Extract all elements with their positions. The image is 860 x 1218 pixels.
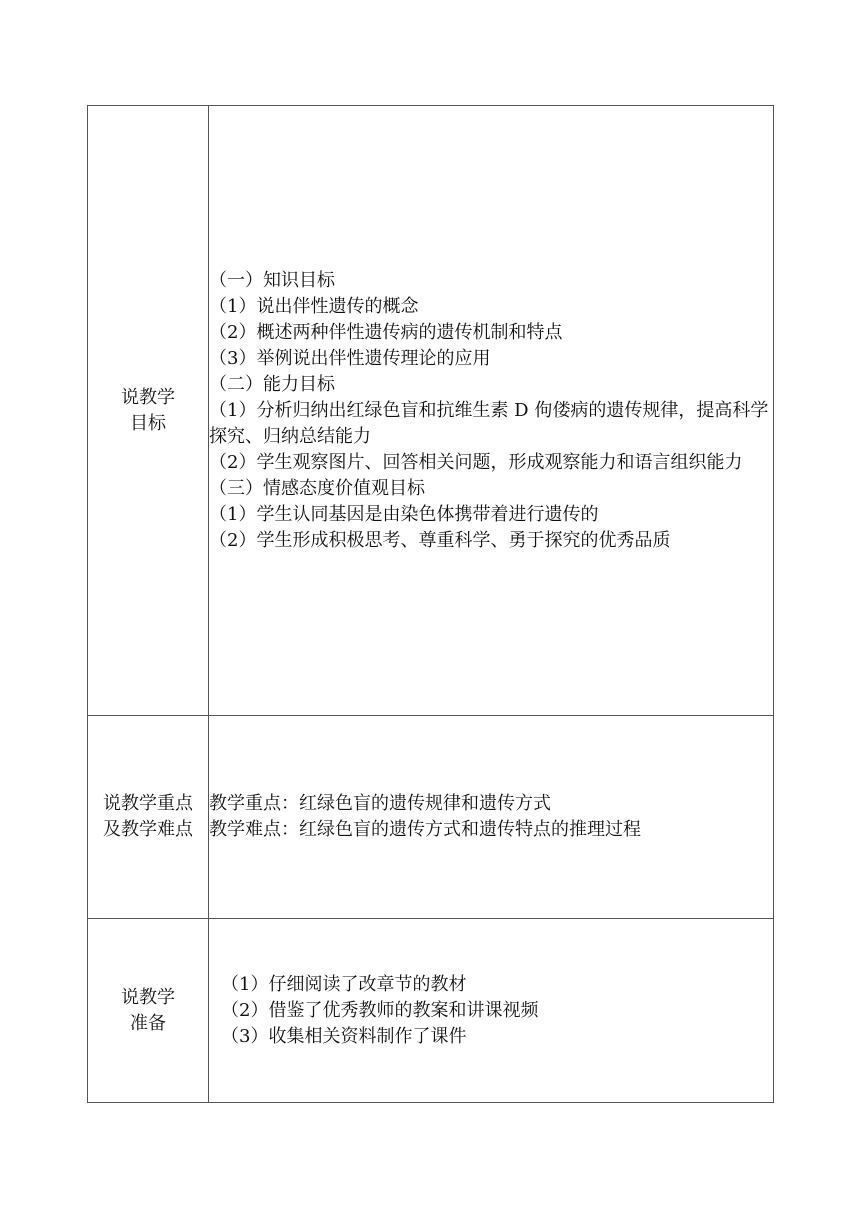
row-content-preparation xyxy=(209,919,774,1103)
row-label-key-points xyxy=(88,716,209,919)
content-line: （3）举例说出伴性遗传理论的应用 xyxy=(209,347,491,369)
row-label-preparation xyxy=(88,919,209,1103)
row-label-objectives xyxy=(88,106,209,716)
lesson-plan-table xyxy=(87,105,774,1103)
content-line: （1）学生认同基因是由染色体携带着进行遗传的 xyxy=(209,503,599,525)
content-line: （2）学生形成积极思考、尊重科学、勇于探究的优秀品质 xyxy=(209,529,671,551)
table-row-objectives xyxy=(88,106,774,716)
label-line: 说教学重点 xyxy=(103,793,193,814)
content-line: （2）学生观察图片、回答相关问题，形成观察能力和语言组织能力 xyxy=(209,451,743,473)
content-line: 教学难点：红绿色盲的遗传方式和遗传特点的推理过程 xyxy=(209,819,641,840)
label-line: 说教学 xyxy=(121,986,175,1008)
content-line: （1）分析归纳出红绿色盲和抗维生素 D 佝偻病的遗传规律，提高科学探究、归纳总结能力 xyxy=(209,399,769,447)
content-line: （2）借鉴了优秀教师的教案和讲课视频 xyxy=(221,999,539,1021)
label-line: 及教学难点 xyxy=(103,819,193,840)
content-line: 教学重点：红绿色盲的遗传规律和遗传方式 xyxy=(209,793,551,814)
table-row-key-points xyxy=(88,716,774,919)
content-line: （1）仔细阅读了改章节的教材 xyxy=(221,973,467,995)
content-line: （3）收集相关资料制作了课件 xyxy=(221,1025,467,1047)
content-line: （2）概述两种伴性遗传病的遗传机制和特点 xyxy=(209,321,563,343)
label-line: 目标 xyxy=(130,412,166,434)
label-line: 准备 xyxy=(130,1012,166,1034)
content-line: （三）情感态度价值观目标 xyxy=(209,477,425,499)
content-line: （二）能力目标 xyxy=(209,373,335,395)
label-line: 说教学 xyxy=(121,386,175,408)
row-content-key-points xyxy=(209,716,774,919)
content-line: （1）说出伴性遗传的概念 xyxy=(209,295,419,317)
content-line: （一）知识目标 xyxy=(209,269,335,291)
table-row-preparation xyxy=(88,919,774,1103)
row-content-objectives xyxy=(209,106,774,716)
